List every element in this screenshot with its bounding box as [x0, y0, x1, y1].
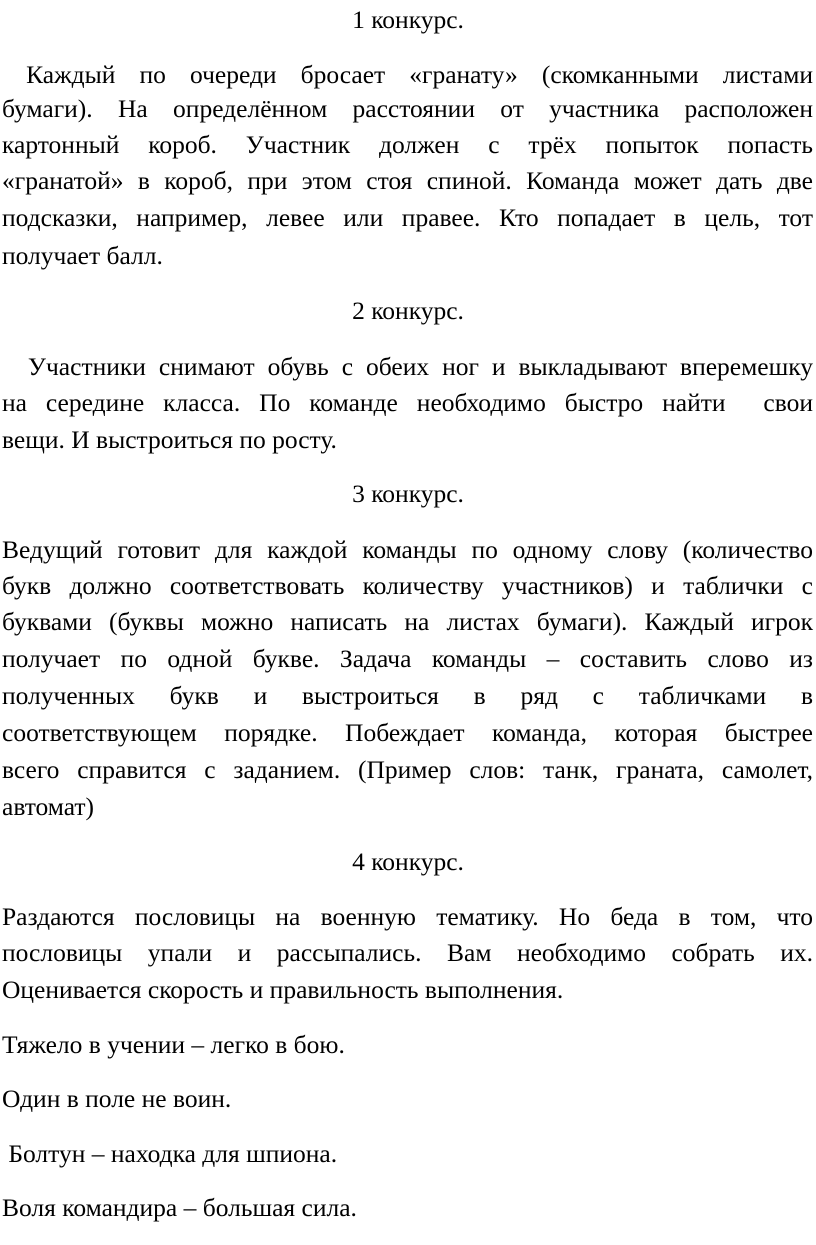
proverb-line: Один в поле не воин.: [2, 1084, 232, 1113]
paragraph-line: получает балл.: [2, 241, 163, 270]
paragraph-line: «гранатой» в короб, при этом стоя спиной. Команда может дать две: [2, 166, 813, 195]
paragraph-line: Раздаются пословицы на военную тематику. Но беда в том, что: [2, 902, 813, 931]
paragraph-line: пословицы упали и рассыпались. Вам необходимо собрать их.: [2, 938, 813, 967]
paragraph-line: букв должно соответствовать количеству участников) и таблички с: [2, 571, 813, 600]
section-heading: 2 конкурс.: [352, 296, 464, 325]
section-heading: 3 конкурс.: [352, 479, 464, 508]
paragraph-line: Ведущий готовит для каждой команды по одному слову (количество: [2, 535, 813, 564]
paragraph-line: Каждый по очереди бросает «гранату» (скомканными листами: [2, 60, 813, 89]
paragraph-line: подсказки, например, левее или правее. Кто попадает в цель, тот: [2, 203, 813, 232]
paragraph-line: получает по одной букве. Задача команды – составить слово из: [2, 644, 813, 673]
paragraph-line: всего справится с заданием. (Пример слов: танк, граната, самолет,: [2, 755, 813, 784]
section-heading: 4 конкурс.: [352, 847, 464, 876]
paragraph-line: буквами (буквы можно написать на листах бумаги). Каждый игрок: [2, 607, 813, 636]
paragraph-line: Участники снимают обувь с обеих ног и выкладывают вперемешку: [2, 352, 813, 381]
paragraph-line: соответствующем порядке. Побеждает команда, которая быстрее: [2, 718, 813, 747]
proverb-line: Воля командира – большая сила.: [2, 1193, 357, 1222]
paragraph-line: на середине класса. По команде необходимо быстро найти свои: [2, 388, 813, 417]
paragraph-line: вещи. И выстроиться по росту.: [2, 425, 337, 454]
proverb-line: Болтун – находка для шпиона.: [2, 1139, 338, 1168]
paragraph-line: бумаги). На определённом расстоянии от участника расположен: [2, 94, 813, 123]
paragraph-line: картонный короб. Участник должен с трёх попыток попасть: [2, 130, 813, 159]
paragraph-line: Оценивается скорость и правильность выполнения.: [2, 975, 564, 1004]
proverb-line: Тяжело в учении – легко в бою.: [2, 1030, 345, 1059]
paragraph-line: автомат): [2, 792, 95, 821]
section-heading: 1 конкурс.: [352, 5, 464, 34]
paragraph-line: полученных букв и выстроиться в ряд с табличками в: [2, 681, 813, 710]
